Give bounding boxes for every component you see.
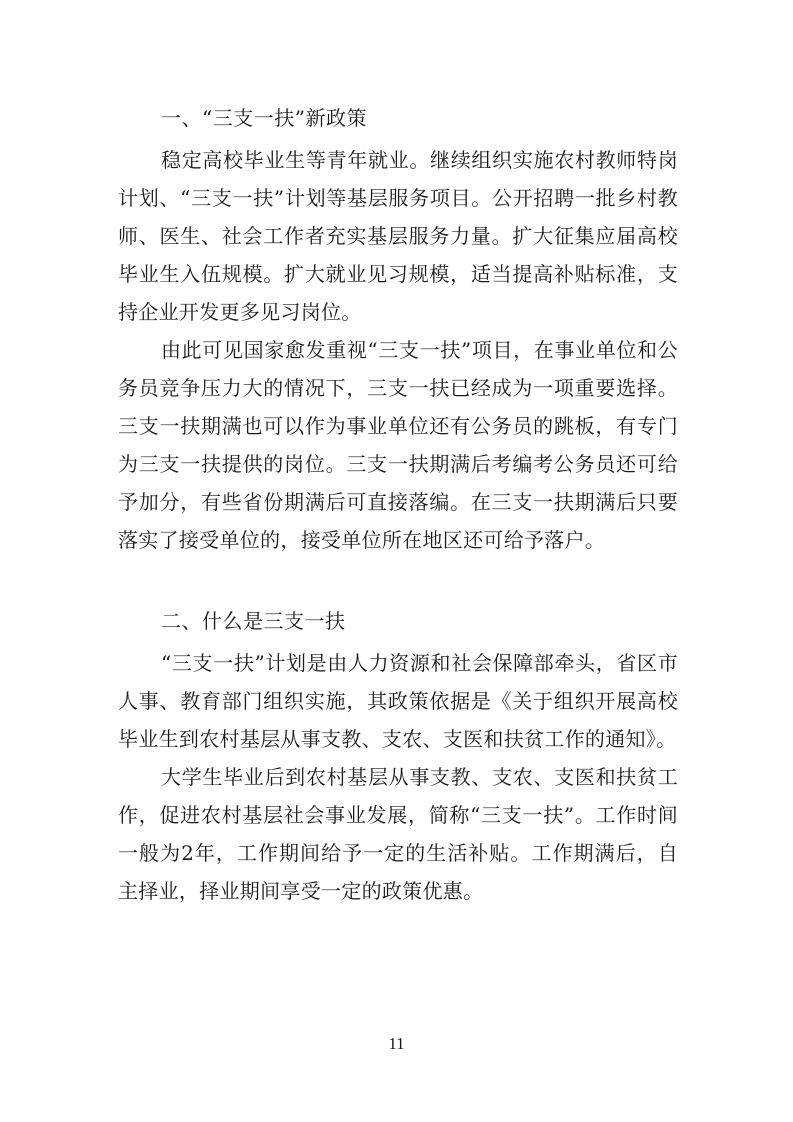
page-content [118,96,678,910]
paragraph: 大学生毕业后到农村基层从事支教、支农、支医和扶贫工作，促进农村基层社会事业发展，简称“三支一扶”。工作时间一般为2年，工作期间给予一定的生活补贴。工作期满后，自主择业，择业期间享受一定的政策优惠。 [118,765,678,903]
section-what-is [118,599,678,910]
page-number: 11 [388,1034,405,1053]
paragraph: 由此可见国家愈发重视“三支一扶”项目，在事业单位和公务员竞争压力大的情况下，三支一扶已经成为一项重要选择。三支一扶期满也可以作为事业单位还有公务员的跳板，有专门为三支一扶提供的岗位。三支一扶期满后考编考公务员还可给予加分，有些省份期满后可直接落编。在三支一扶期满后只要落实了接受单位的，接受单位所在地区还可给予落户。 [118,338,678,552]
section-spacer [118,559,678,599]
section-heading: 一、“三支一扶”新政策 [161,106,367,130]
paragraph: 稳定高校毕业生等青年就业。继续组织实施农村教师特岗计划、“三支一扶”计划等基层服务项目。公开招聘一批乡村教师、医生、社会工作者充实基层服务力量。扩大征集应届高校毕业生入伍规模。扩大就业见习规模，适当提高补贴标准，支持企业开发更多见习岗位。 [118,148,678,324]
paragraph: “三支一扶”计划是由人力资源和社会保障部牵头，省区市人事、教育部门组织实施，其政策依据是《关于组织开展高校毕业生到农村基层从事支教、支农、支医和扶贫工作的通知》。 [118,651,678,751]
section-heading: 二、什么是三支一扶 [161,609,346,633]
section-new-policy [118,96,678,559]
